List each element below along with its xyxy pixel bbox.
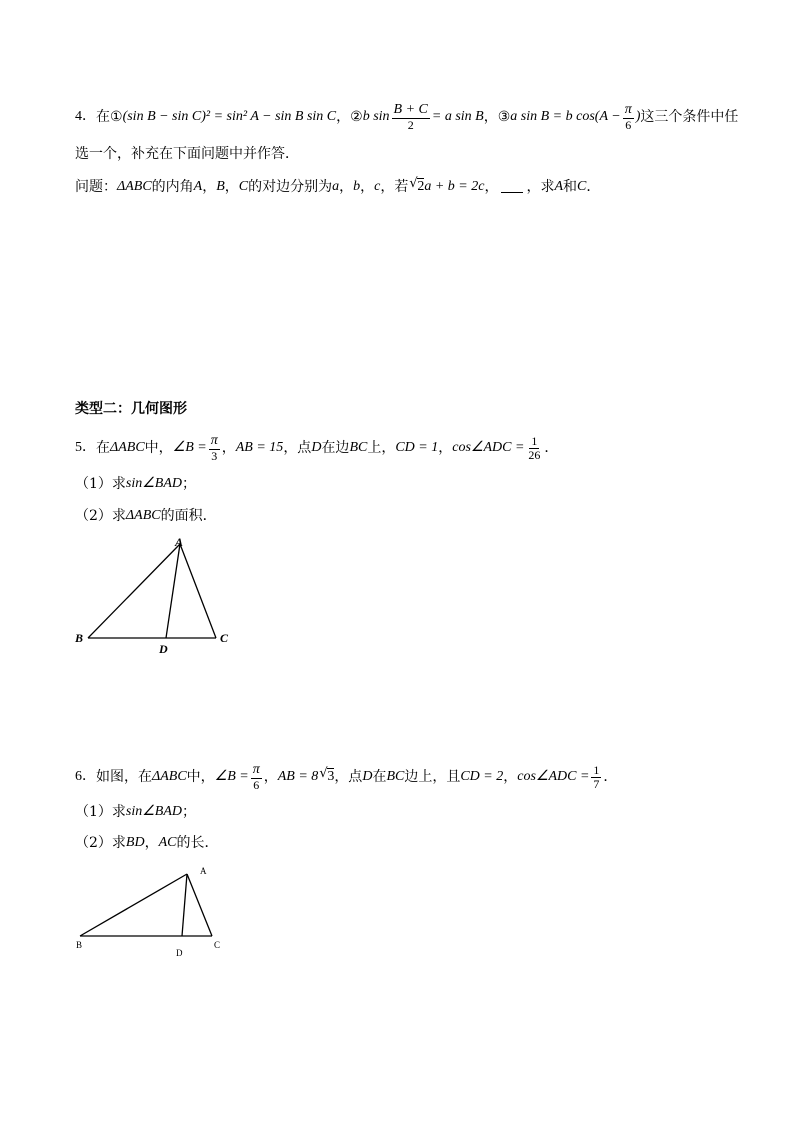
q5-t5: 在边 [321, 439, 350, 456]
q5-t4: ，点 [283, 439, 312, 456]
q6-angle: ∠B = [214, 768, 249, 784]
q4-cond1-mark: ① [110, 108, 123, 125]
q5-triangle: ΔABC [110, 439, 145, 455]
q5-cos: cos∠ADC = [452, 439, 525, 455]
q4-cond3-post: ) [635, 108, 641, 124]
q4-tail: 这三个条件中任 [640, 108, 739, 125]
q6-cos-den: 7 [593, 776, 600, 791]
q6-ab-sqrt-arg: 3 [327, 769, 335, 785]
q6-point-d: D [362, 768, 373, 784]
q5-number: 5 [75, 439, 82, 455]
q4-side-a: a [332, 178, 340, 194]
q4-cond3-mark: ③ [497, 108, 511, 125]
q4-side-c: c [374, 178, 381, 194]
q4-cond2-num: B + C [393, 102, 428, 117]
q6-part1-expr: sin∠BAD [125, 804, 183, 819]
section-heading: 类型二：几何图形 [75, 401, 187, 417]
q4-text4: ，求 [526, 178, 555, 195]
q6-t3: ， [263, 768, 278, 785]
q4-text2: 的对边分别为 [248, 178, 333, 195]
q6-stem: 6 ． 如图，在 ΔABC 中， ∠B = $\frac{\pi}{6}$ ， AB = 8 √ 3 ，点 D 在 BC 边上，且 CD = 2 ， cos∠ADC = $\frac{1}{7}$ ． [75, 763, 617, 791]
q5-angle: ∠B = [172, 439, 207, 455]
q4-angle-a: A [193, 178, 203, 194]
q5-cd: CD = 1 [395, 439, 439, 455]
q5-part1 [75, 476, 196, 493]
q5-stem: 5 ． 在 ΔABC 中， ∠B = $\frac{\pi}{3}$ ， AB = 15 ，点 D 在边 BC 上， CD = 1 ， cos∠ADC = $\frac{1}{26}$ ． [75, 433, 559, 463]
q4-and: 和 [563, 178, 578, 195]
q5-cos-num: 1 [531, 434, 538, 449]
q4-cond2-mark: ② [350, 108, 363, 125]
q6-segment-ab [80, 874, 187, 936]
q6-part2 [75, 835, 218, 852]
q6-ab-sqrt [320, 768, 334, 786]
q6-end: ． [603, 768, 618, 785]
q4-line-2: 选一个，补充在下面问题中并作答． [75, 146, 299, 162]
q4-text3: ，若 [380, 178, 409, 195]
q6-label-b: B [76, 940, 83, 950]
q4-triangle: ΔABC [117, 178, 152, 194]
q5-t3: ， [221, 439, 236, 456]
q4-cond2-pre: b sin [362, 108, 390, 124]
q4-sep1: ， [336, 108, 351, 125]
q5-label-b: B [75, 631, 84, 645]
q6-cos-num: 1 [593, 763, 600, 778]
q4-angle-c: C [238, 178, 249, 194]
q6-bc: BC [386, 768, 405, 784]
q6-cos-fraction [591, 764, 601, 790]
q6-figure [70, 862, 240, 962]
q4-line-1: 4 ． 在 ① (sin B − sin C)² = sin² A − sin B sin C ， ② b sin $\frac{B + C}{2}$ = a sin B ， ③ a sin B = b cos(A − $\frac{\pi}{6}$ ) 这三个条件中任 [75, 102, 739, 132]
q5-label-d: D [159, 642, 168, 656]
q5-angle-num: π [210, 433, 218, 448]
q6-part2-bd: BD [125, 835, 145, 850]
q5-part1-label: （1）求 [75, 476, 126, 492]
q4-intro: 在 [96, 108, 110, 125]
q4-cond3-den: 6 [625, 117, 632, 132]
q6-part2-label: （2）求 [75, 835, 126, 851]
q5-ab: AB = 15 [235, 439, 284, 455]
q4-sep2: ， [483, 108, 498, 125]
q4-cond2-post: = a sin B [431, 108, 484, 124]
q6-label-a: A [200, 866, 207, 876]
q5-figure [70, 532, 240, 657]
q4-cond3-num: π [624, 102, 632, 117]
q4-side-b: b [353, 178, 361, 194]
q4-answer-blank [501, 180, 523, 193]
q4-question: 问题： ΔABC 的内角 A ， B ， C 的对边分别为 a ， b ， c ，若 √ 2 a + b = 2c ， ，求 A 和 C ． [75, 178, 600, 196]
q6-part2-ac: AC [158, 835, 177, 850]
q4-number: 4 [75, 108, 82, 124]
q4-sqrt [410, 178, 424, 196]
q5-part1-end: ； [182, 476, 197, 492]
q4-cond3-pre: a sin B = b cos(A − [510, 108, 621, 124]
q6-t1: 如图，在 [96, 768, 152, 785]
q5-angle-den: 3 [211, 448, 218, 463]
q5-part2-text: 的面积． [160, 508, 217, 524]
q5-part1-expr: sin∠BAD [125, 476, 183, 491]
q6-part2-text: 的长． [176, 835, 219, 851]
q6-t2: 中， [186, 768, 215, 785]
q4-text1: 的内角 [151, 178, 194, 195]
q6-t4: ，点 [334, 768, 363, 785]
q5-label-c: C [220, 631, 229, 645]
q5-t2: 中， [144, 439, 173, 456]
q4-end: ． [586, 178, 601, 195]
q5-segment-ad [166, 544, 180, 638]
q5-t1: 在 [96, 439, 110, 456]
q5-t7: ， [438, 439, 453, 456]
q6-label-c: C [214, 940, 221, 950]
q6-segment-ac [187, 874, 212, 936]
q5-segment-ab [88, 544, 180, 638]
q4-find-a: A [554, 178, 564, 194]
q6-angle-num: π [252, 762, 260, 777]
q6-cos: cos∠ADC = [517, 768, 590, 784]
q4-cond2-den: 2 [407, 117, 414, 132]
q5-cos-fraction [526, 435, 542, 461]
q5-t6: 上， [367, 439, 396, 456]
q5-segment-ac [180, 544, 216, 638]
q4-angle-b: B [216, 178, 225, 194]
q6-number: 6 [75, 768, 82, 784]
q6-t6: 边上，且 [404, 768, 461, 785]
q5-cos-den: 26 [528, 447, 541, 462]
q6-part1-end: ； [182, 804, 197, 820]
q6-triangle: ΔABC [152, 768, 187, 784]
q6-t5: 在 [372, 768, 387, 785]
q4-cond1-expr: (sin B − sin C)² = sin² A − sin B sin C [122, 108, 337, 124]
q6-part1 [75, 804, 196, 821]
q6-t7: ， [503, 768, 518, 785]
q4-find-c: C [577, 178, 587, 194]
q6-part2-sep: ， [144, 835, 159, 851]
q6-angle-fraction [251, 763, 262, 791]
q5-part2-triangle: ΔABC [125, 508, 161, 523]
q4-cond2-fraction [392, 103, 430, 131]
q6-label-d: D [176, 948, 183, 958]
q4-sqrt-arg: 2 [417, 179, 425, 194]
q5-part2-label: （2）求 [75, 508, 126, 524]
q5-angle-fraction [209, 434, 220, 462]
q4-cond3-fraction [623, 103, 634, 131]
q5-bc: BC [349, 439, 368, 455]
q6-segment-ad [182, 874, 187, 936]
q6-ab: AB = 8 [277, 768, 319, 784]
q5-label-a: A [175, 535, 184, 549]
q5-point-d: D [311, 439, 322, 455]
q5-part2 [75, 508, 217, 525]
q4-expr: a + b = 2c [424, 178, 485, 194]
q6-cd: CD = 2 [460, 768, 504, 784]
q6-part1-label: （1）求 [75, 804, 126, 820]
q5-end: ． [544, 439, 559, 456]
q4-question-label: 问题： [75, 178, 117, 195]
q6-angle-den: 6 [253, 777, 260, 792]
